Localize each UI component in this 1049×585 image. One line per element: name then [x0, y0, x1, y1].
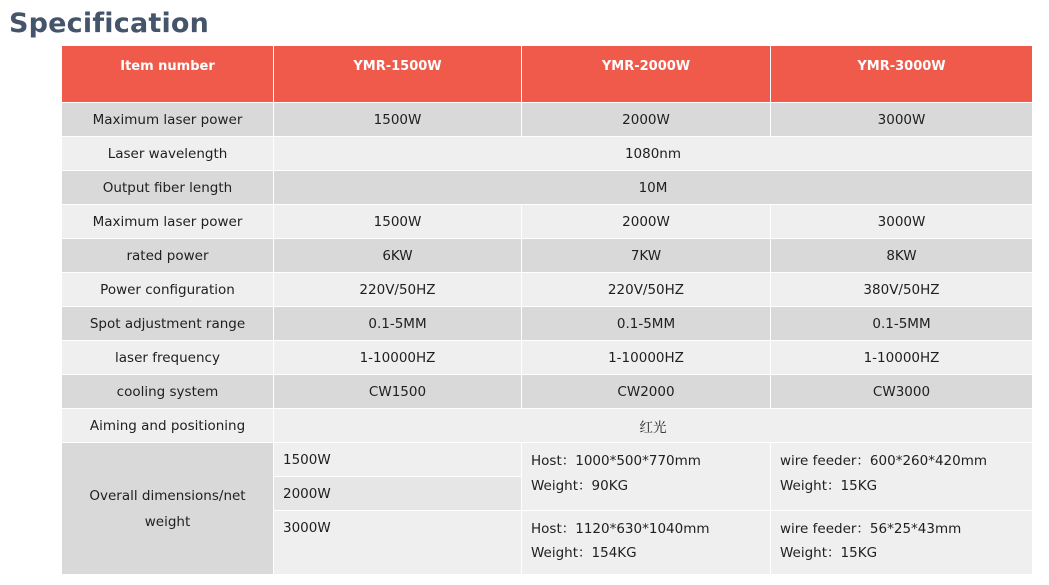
- page-title: Specification: [9, 8, 210, 39]
- cell-value: 0.1-5MM: [522, 307, 771, 341]
- table-row: [62, 239, 1033, 273]
- row-label: Power configuration: [62, 273, 274, 307]
- host-dimensions: Host：1000*500*770mm: [531, 453, 701, 469]
- cell-value: 0.1-5MM: [274, 307, 522, 341]
- table-row: [62, 273, 1033, 307]
- cell-value: 6KW: [274, 239, 522, 273]
- dimensions-model: 3000W: [274, 511, 522, 575]
- table-row: [62, 341, 1033, 375]
- cell-value-merged: 1080nm: [274, 137, 1033, 171]
- table-header-row: [62, 46, 1033, 103]
- row-label: cooling system: [62, 375, 274, 409]
- spec-table: [61, 45, 1033, 575]
- row-label: laser frequency: [62, 341, 274, 375]
- feeder-dimensions: wire feeder：56*25*43mm: [780, 521, 962, 537]
- host-spec-a: [522, 443, 771, 511]
- host-dimensions: Host：1120*630*1040mm: [531, 521, 710, 537]
- cell-value: 1500W: [274, 103, 522, 137]
- cell-value: 2000W: [522, 103, 771, 137]
- table-row: [62, 137, 1033, 171]
- table-row: [62, 409, 1033, 443]
- cell-value: CW3000: [771, 375, 1033, 409]
- header-ymr-2000w: YMR-2000W: [522, 46, 771, 103]
- header-ymr-3000w: YMR-3000W: [771, 46, 1033, 103]
- table-row: [62, 375, 1033, 409]
- row-label: Spot adjustment range: [62, 307, 274, 341]
- dimensions-row: [62, 443, 1033, 477]
- feeder-dimensions: wire feeder：600*260*420mm: [780, 453, 988, 469]
- host-spec-b: [522, 511, 771, 575]
- table-row: [62, 171, 1033, 205]
- feeder-spec-a: [771, 443, 1033, 511]
- cell-value: 2000W: [522, 205, 771, 239]
- row-label: Laser wavelength: [62, 137, 274, 171]
- cell-value: 380V/50HZ: [771, 273, 1033, 307]
- cell-value: 8KW: [771, 239, 1033, 273]
- cell-value: 7KW: [522, 239, 771, 273]
- header-ymr-1500w: YMR-1500W: [274, 46, 522, 103]
- table-row: [62, 205, 1033, 239]
- cell-value: 1-10000HZ: [522, 341, 771, 375]
- cell-value-merged: 10M: [274, 171, 1033, 205]
- dimensions-label: [62, 443, 274, 575]
- host-weight: Weight：154KG: [531, 545, 637, 561]
- cell-value: CW1500: [274, 375, 522, 409]
- cell-value: 0.1-5MM: [771, 307, 1033, 341]
- feeder-weight: Weight：15KG: [780, 478, 878, 494]
- cell-value: 1500W: [274, 205, 522, 239]
- cell-value: 3000W: [771, 103, 1033, 137]
- row-label: Aiming and positioning: [62, 409, 274, 443]
- cell-value: 3000W: [771, 205, 1033, 239]
- header-item-number: Item number: [62, 46, 274, 103]
- row-label: rated power: [62, 239, 274, 273]
- cell-value: 220V/50HZ: [522, 273, 771, 307]
- host-weight: Weight：90KG: [531, 478, 629, 494]
- table-row: [62, 307, 1033, 341]
- row-label: Output fiber length: [62, 171, 274, 205]
- cell-value-merged: 红光: [274, 409, 1033, 443]
- dimensions-model: 1500W: [274, 443, 522, 477]
- feeder-weight: Weight：15KG: [780, 545, 878, 561]
- feeder-spec-b: [771, 511, 1033, 575]
- table-row: [62, 103, 1033, 137]
- dimensions-label-line1: Overall dimensions/net: [89, 487, 246, 504]
- cell-value: 1-10000HZ: [771, 341, 1033, 375]
- cell-value: 1-10000HZ: [274, 341, 522, 375]
- row-label: Maximum laser power: [62, 205, 274, 239]
- dimensions-label-line2: weight: [144, 513, 191, 530]
- cell-value: 220V/50HZ: [274, 273, 522, 307]
- cell-value: CW2000: [522, 375, 771, 409]
- dimensions-model: 2000W: [274, 477, 522, 511]
- row-label: Maximum laser power: [62, 103, 274, 137]
